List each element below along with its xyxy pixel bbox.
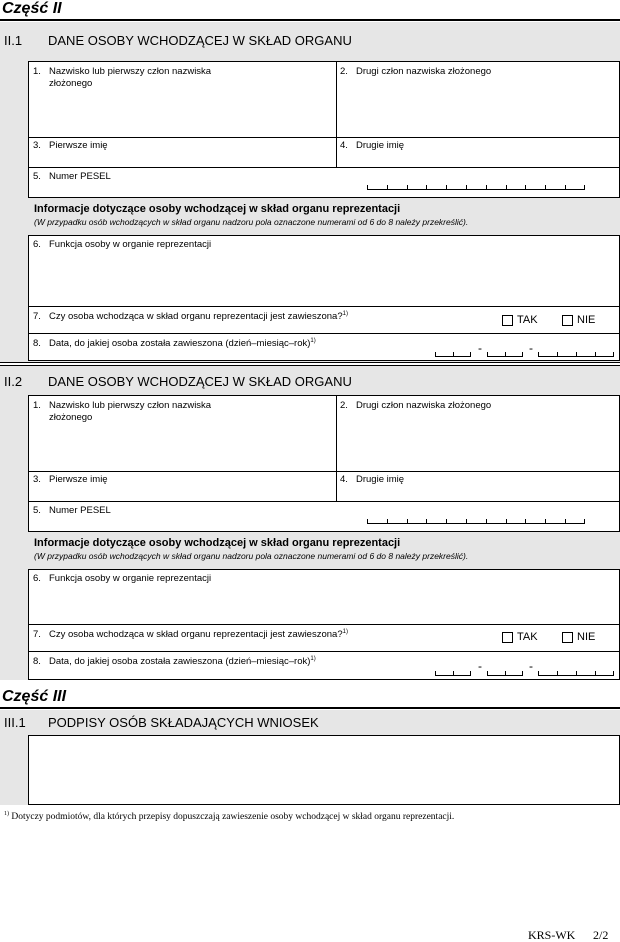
info-title: Informacje dotyczące osoby wchodzącej w skład organu reprezentacji	[34, 537, 401, 549]
date-month-boxes[interactable]	[487, 352, 523, 357]
info-subtitle: (W przypadku osób wchodzących w skład organu nadzoru pola oznaczone numerami od 6 do 8 należy przekreślić).	[34, 217, 469, 227]
section-iii1-number: III.1	[4, 715, 26, 730]
section-ii1-heading: DANE OSOBY WCHODZĄCEJ W SKŁAD ORGANU	[48, 33, 352, 48]
checkbox-nie[interactable]	[562, 315, 573, 326]
field-2-label: Drugi człon nazwiska złożonego	[356, 66, 492, 77]
field-7-label: Czy osoba wchodząca w skład organu reprezentacji jest zawieszona?	[49, 311, 343, 323]
field-2-label: Drugi człon nazwiska złożonego	[356, 400, 492, 411]
date-dash: -	[529, 341, 533, 355]
signatures-field[interactable]	[28, 735, 620, 805]
info-title: Informacje dotyczące osoby wchodzącej w skład organu reprezentacji	[34, 203, 401, 215]
field-5-label: Numer PESEL	[49, 171, 111, 182]
field-6-label: Funkcja osoby w organie reprezentacji	[49, 573, 212, 584]
date-dash: -	[529, 659, 533, 673]
date-day-boxes[interactable]	[435, 671, 471, 676]
info-subtitle: (W przypadku osób wchodzących w skład organu nadzoru pola oznaczone numerami od 6 do 8 należy przekreślić).	[34, 551, 469, 561]
footnote: $^{1)}$ Dotyczy podmiotów, dla których przepisy dopuszczają zawieszenie osoby wchodzącej w skład organu reprezentacji.	[4, 811, 455, 823]
field-7-label: Czy osoba wchodząca w skład organu reprezentacji jest zawieszona?	[49, 629, 343, 641]
field-8-label: Data, do jakiej osoba została zawieszona (dzień–miesiąc–rok)	[49, 656, 311, 668]
pesel-digit-boxes[interactable]	[367, 519, 585, 524]
checkbox-nie[interactable]	[562, 632, 573, 643]
field-4-label: Drugie imię	[356, 474, 405, 485]
section-ii2-heading: DANE OSOBY WCHODZĄCEJ W SKŁAD ORGANU	[48, 374, 352, 389]
checkbox-tak-label: TAK	[517, 314, 538, 326]
checkbox-nie-label: NIE	[577, 314, 596, 326]
checkbox-tak-label: TAK	[517, 631, 538, 643]
part-2-title: Część II	[2, 0, 62, 17]
page-number: 2/2	[593, 928, 609, 942]
field-3-label: Pierwsze imię	[49, 140, 108, 151]
checkbox-nie-label: NIE	[577, 631, 596, 643]
section-ii2-number: II.2	[4, 374, 23, 389]
form-code: KRS-WK	[528, 928, 576, 942]
pesel-digit-boxes[interactable]	[367, 185, 585, 190]
section-ii1-number: II.1	[4, 33, 23, 48]
date-year-boxes[interactable]	[538, 352, 614, 357]
date-day-boxes[interactable]	[435, 352, 471, 357]
checkbox-tak[interactable]	[502, 632, 513, 643]
date-dash: -	[478, 341, 482, 355]
field-3-label: Pierwsze imię	[49, 474, 108, 485]
field-4-label: Drugie imię	[356, 140, 405, 151]
date-month-boxes[interactable]	[487, 671, 523, 676]
part-2-rule	[0, 19, 620, 21]
date-dash: -	[478, 659, 482, 673]
section-divider	[0, 362, 620, 363]
part-3-rule	[0, 707, 620, 709]
date-year-boxes[interactable]	[538, 671, 614, 676]
field-8-label: Data, do jakiej osoba została zawieszona (dzień–miesiąc–rok)	[49, 338, 311, 350]
field-6-label: Funkcja osoby w organie reprezentacji	[49, 239, 212, 250]
field-1-label: Nazwisko lub pierwszy człon nazwiska złożonego	[49, 66, 212, 89]
section-iii1-heading: PODPISY OSÓB SKŁADAJĄCYCH WNIOSEK	[48, 715, 319, 730]
field-5-label: Numer PESEL	[49, 505, 111, 516]
checkbox-tak[interactable]	[502, 315, 513, 326]
part-3-title: Część III	[2, 688, 67, 705]
field-5-pesel[interactable]	[28, 167, 620, 198]
field-5-pesel[interactable]	[28, 501, 620, 532]
field-1-label: Nazwisko lub pierwszy człon nazwiska złożonego	[49, 400, 212, 423]
